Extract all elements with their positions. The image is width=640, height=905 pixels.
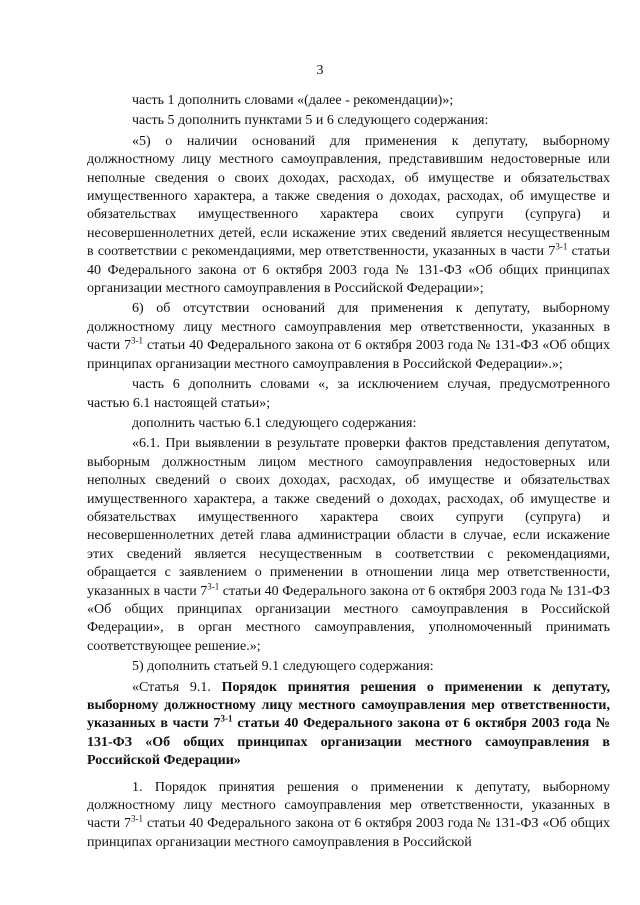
- paragraph-text: 6) об отсутствии оснований для применения к депутату, выборному должностному лицу местного самоуправления мер ответственности, указанных в части 7: [87, 301, 610, 354]
- article-9-1-heading: [87, 679, 610, 771]
- paragraph-article-9-1-part-1: [87, 779, 610, 853]
- document-body: [87, 92, 610, 852]
- article-lead: «Статья 9.1.: [132, 679, 222, 695]
- paragraph-part-1: часть 1 дополнить словами «(далее - рекомендации)»;: [132, 93, 454, 108]
- paragraph-text: «5) о наличии оснований для применения к депутату, выборному должностному лицу местного самоуправления, представившим недостоверные или неполные сведения о своих доходах, расходах, об имуществе и обязательствах имущественного характера, а также сведения о доходах, расходах, об имуществе и обязательствах имущественного характера своих супруги (супруга) и несовершеннолетних детей, если искажение этих сведений является несущественным в соответствии с рекомендациями, мер ответственности, указанных в части 7: [87, 133, 610, 260]
- paragraph-item-5: [87, 133, 610, 299]
- article-title: Порядок принятия решения о применении к депутату, выборному должностному лицу местного самоуправления мер ответственности, указанных в части 7: [87, 679, 610, 732]
- paragraph-part-5: часть 5 дополнить пунктами 5 и 6 следующего содержания:: [132, 113, 489, 129]
- paragraph-part-6: часть 6 дополнить словами «, за исключением случая, предусмотренного частью 6.1 настоящей статьи»;: [87, 377, 610, 411]
- superscript: 3-1: [207, 580, 220, 591]
- paragraph-item-6: [87, 300, 610, 374]
- article-title: статьи 40 Федерального закона от 6 октября 2003 года № 131-ФЗ «Об общих принципах организации местного самоуправления в Российской Федерации»: [87, 716, 610, 769]
- paragraph-add-article-9-1: 5) дополнить статьей 9.1 следующего содержания:: [132, 659, 434, 675]
- superscript: 3-1: [555, 241, 568, 252]
- superscript: 3-1: [220, 713, 233, 724]
- paragraph-text: 1. Порядок принятия решения о применении к депутату, выборному должностному лицу местного самоуправления мер ответственности, указанных в части 7: [87, 779, 610, 832]
- superscript: 3-1: [131, 813, 144, 824]
- paragraph-text: статьи 40 Федерального закона от 6 октября 2003 года № 131-ФЗ «Об общих принципах организации местного самоуправления в Российской Федерации»;: [87, 244, 610, 297]
- paragraph-text: «6.1. При выявлении в результате проверки фактов представления депутатом, выборным должностным лицом местного самоуправления недостоверных или неполных сведений о своих доходах, расходах, об имуществе и обязательствах имущественного характера, а также сведений о доходах, расходах, об имуществе и обязательствах имущественного характера своих супруги (супруга) и несовершеннолетних детей глава администрации области в случае, если искажение этих сведений является несущественным в соответствии с рекомендациями, обращается с заявлением о применении в отношении лица мер ответственности, указанных в части 7: [87, 436, 610, 599]
- paragraph-text: статьи 40 Федерального закона от 6 октября 2003 года № 131-ФЗ «Об общих принципах организации местного самоуправления в Российской Федерации».»;: [87, 338, 610, 372]
- paragraph-text: статьи 40 Федерального закона от 6 октября 2003 года № 131-ФЗ «Об общих принципах организации местного самоуправления в Российской: [87, 816, 610, 850]
- page-number: 3: [316, 63, 324, 78]
- paragraph-text: статьи 40 Федерального закона от 6 октября 2003 года № 131-ФЗ «Об общих принципах организации местного самоуправления в Российской Федерации», в орган местного самоуправления, уполномоченный принимать соответствующее решение.»;: [87, 583, 610, 654]
- paragraph-add-6-1: дополнить частью 6.1 следующего содержания:: [132, 415, 417, 431]
- superscript: 3-1: [131, 335, 144, 346]
- paragraph-6-1: [87, 435, 610, 656]
